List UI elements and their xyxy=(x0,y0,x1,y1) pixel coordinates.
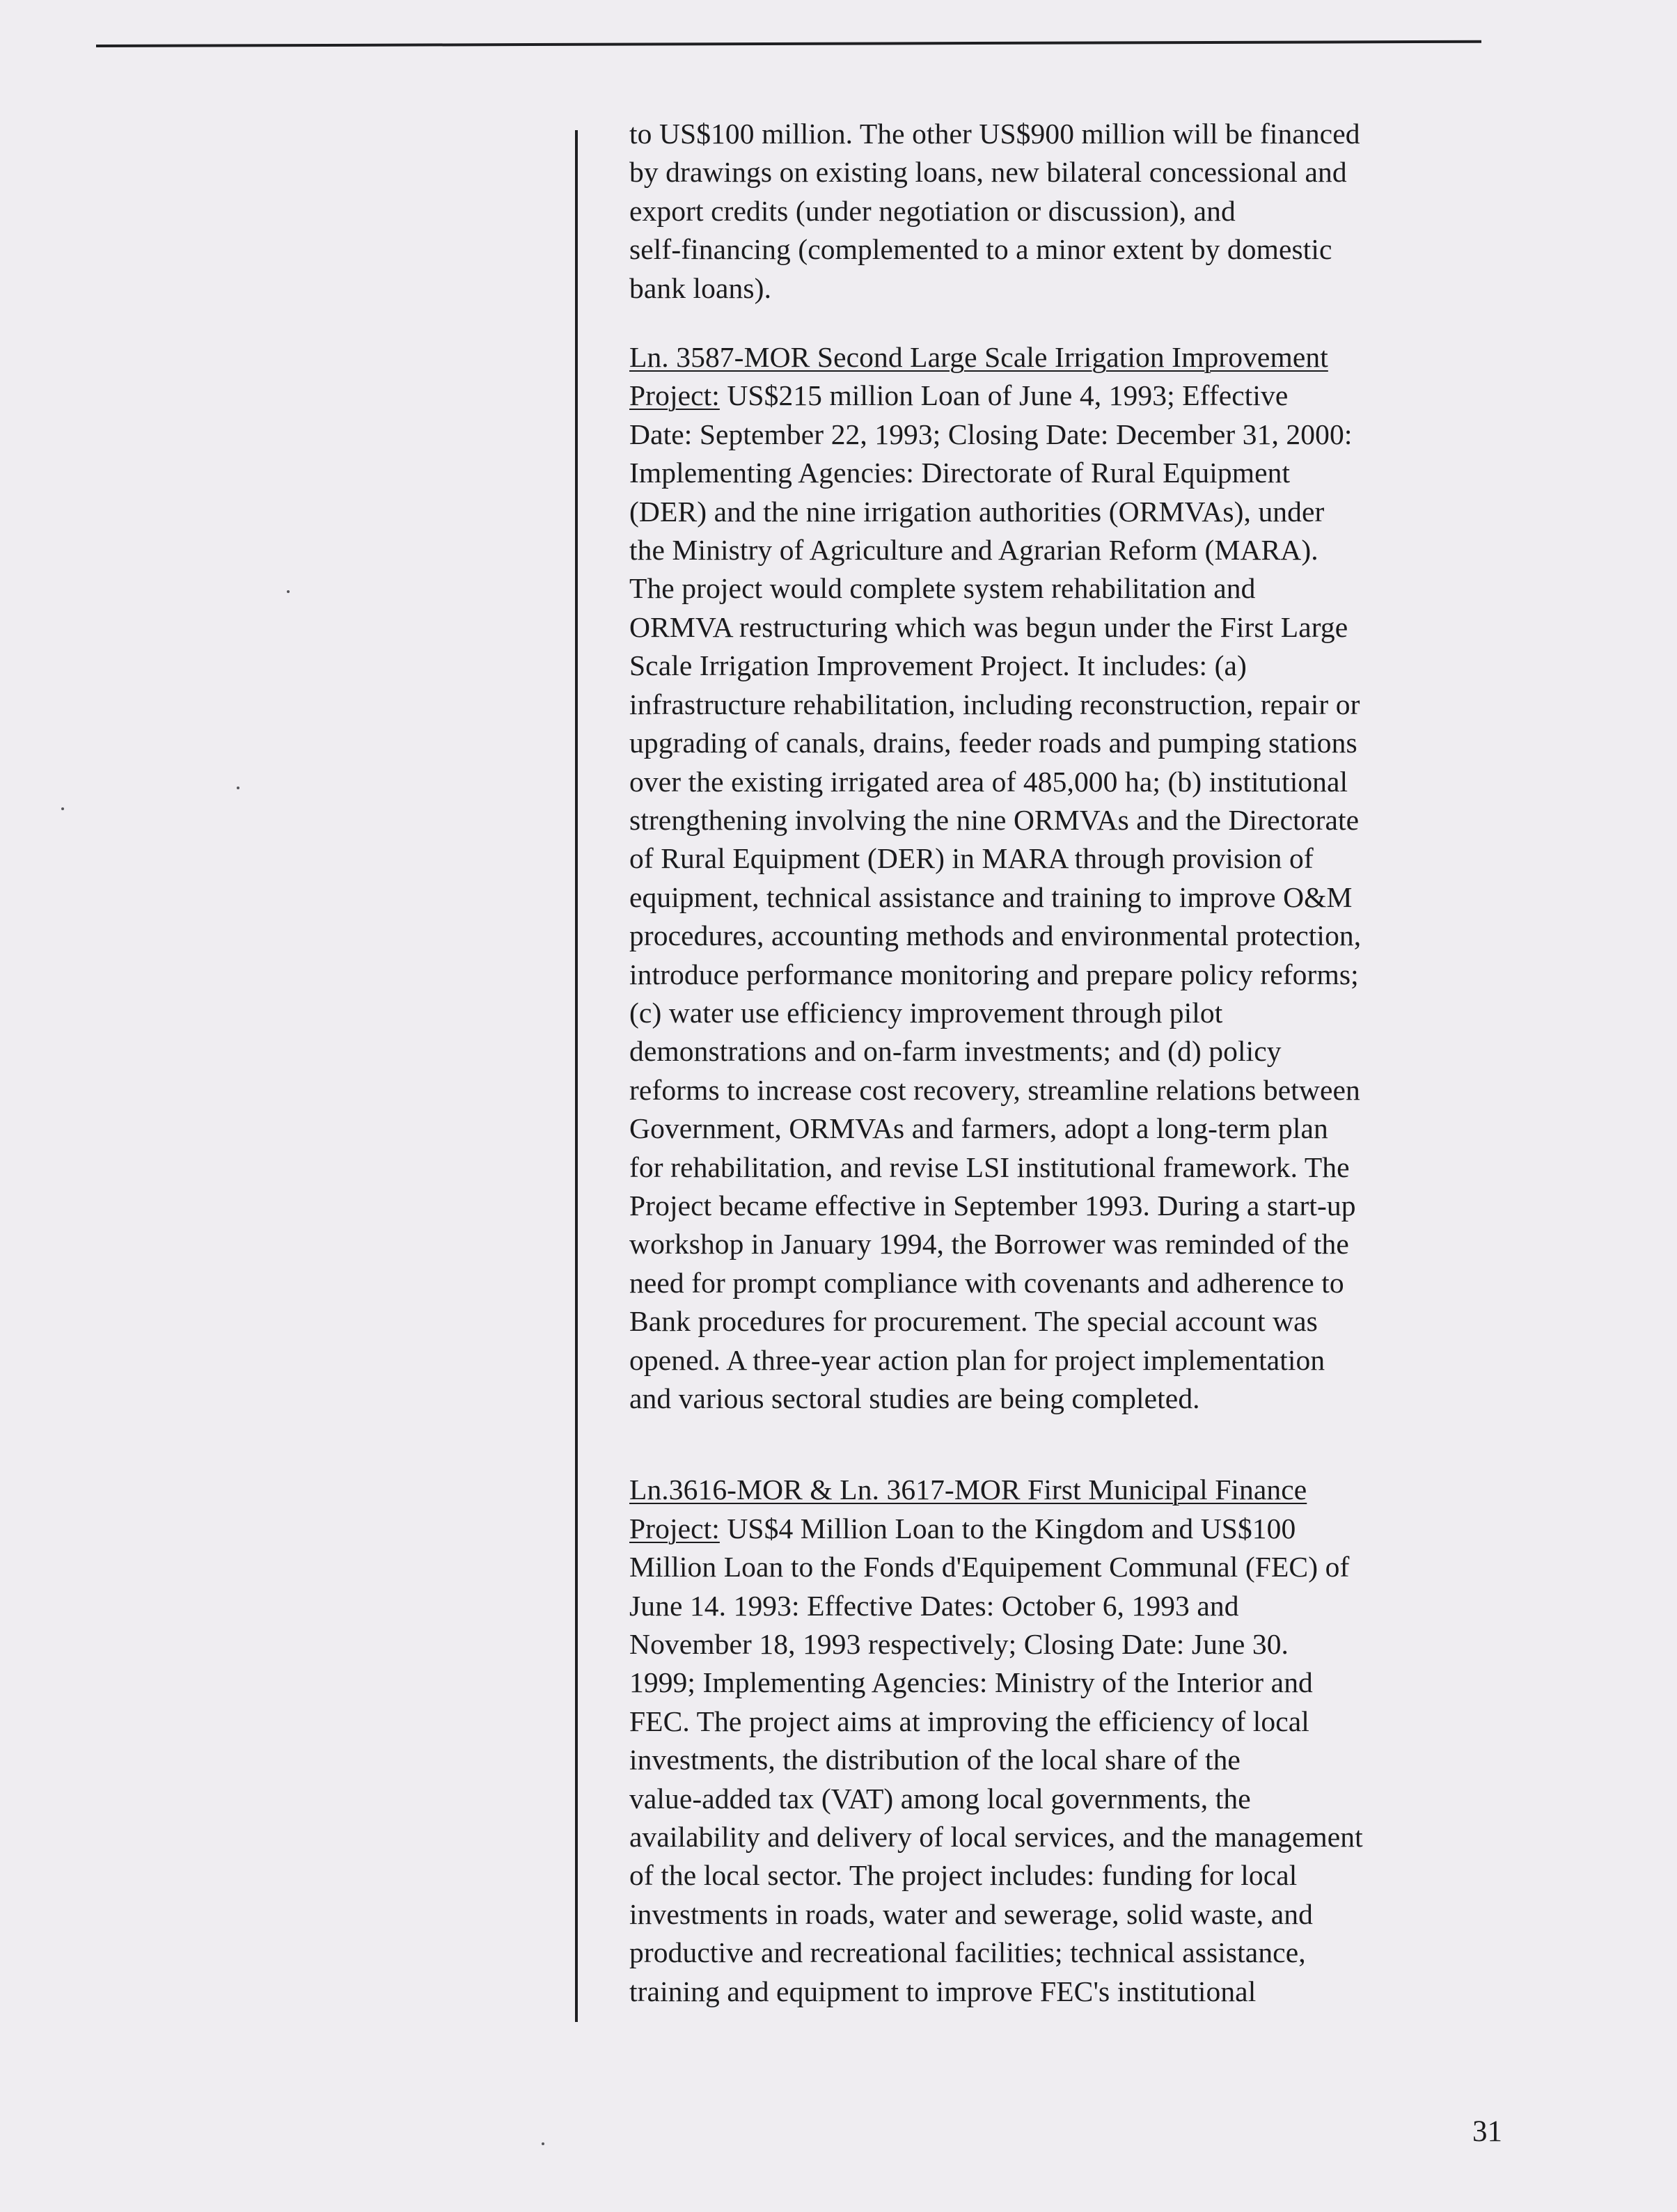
text-line xyxy=(629,1510,1513,1548)
scan-speck xyxy=(237,787,239,789)
text-line: Million Loan to the Fonds d'Equipement Communal (FEC) of xyxy=(629,1551,1350,1583)
text-line: The project would complete system rehabilitation and xyxy=(629,572,1256,605)
text-line: equipment, technical assistance and training to improve O&M xyxy=(629,880,1353,913)
text-line: Implementing Agencies: Directorate of Rural Equipment xyxy=(629,457,1291,489)
project-heading-label: Project: xyxy=(629,1512,720,1545)
text-line: opened. A three-year action plan for project implementation xyxy=(629,1343,1325,1376)
project-heading-label: Project: xyxy=(629,379,720,412)
text-line: (c) water use efficiency improvement through pilot xyxy=(629,996,1223,1029)
text-line: introduce performance monitoring and prepare policy reforms; xyxy=(629,958,1359,990)
text-line: (DER) and the nine irrigation authorities (ORMVAs), under xyxy=(629,495,1325,528)
text-line: the Ministry of Agriculture and Agrarian Reform (MARA). xyxy=(629,534,1318,567)
text-line: productive and recreational facilities; technical assistance, xyxy=(629,1936,1306,1969)
scan-speck xyxy=(287,590,290,593)
margin-rule xyxy=(575,130,578,2022)
text-line: November 18, 1993 respectively; Closing Date: June 30. xyxy=(629,1628,1289,1661)
text-line: Date: September 22, 1993; Closing Date: December 31, 2000: xyxy=(629,418,1353,450)
text-line: 1999; Implementing Agencies: Ministry of the Interior and xyxy=(629,1666,1313,1699)
text-line: investments, the distribution of the local share of the xyxy=(629,1744,1241,1776)
text-line: self-financing (complemented to a minor extent by domestic xyxy=(629,233,1332,266)
text-line: infrastructure rehabilitation, including reconstruction, repair or xyxy=(629,688,1360,720)
text-line: FEC. The project aims at improving the efficiency of local xyxy=(629,1705,1309,1737)
project-heading-detail: US$4 Million Loan to the Kingdom and US$100 xyxy=(719,1512,1296,1545)
header-rule xyxy=(96,40,1481,47)
text-line xyxy=(629,377,1513,415)
text-line: Government, ORMVAs and farmers, adopt a long-term plan xyxy=(629,1112,1328,1145)
paragraph-continuation xyxy=(629,115,1513,308)
scan-speck xyxy=(542,2142,544,2145)
text-line: availability and delivery of local services, and the management xyxy=(629,1821,1363,1854)
text-line: to US$100 million. The other US$900 million will be financed xyxy=(629,118,1360,150)
text-line: and various sectoral studies are being completed. xyxy=(629,1382,1200,1414)
text-line: over the existing irrigated area of 485,000 ha; (b) institutional xyxy=(629,765,1348,798)
text-line: of the local sector. The project includes: funding for local xyxy=(629,1859,1298,1892)
text-line: ORMVA restructuring which was begun under the First Large xyxy=(629,610,1348,643)
text-line: Bank procedures for procurement. The special account was xyxy=(629,1305,1318,1338)
text-line: by drawings on existing loans, new bilateral concessional and xyxy=(629,156,1347,189)
page-number: 31 xyxy=(1472,2115,1502,2148)
text-line: training and equipment to improve FEC's institutional xyxy=(629,1975,1257,2007)
text-line: workshop in January 1994, the Borrower was reminded of the xyxy=(629,1228,1349,1261)
project-entry-municipal-finance xyxy=(629,1471,1513,2011)
text-line: need for prompt compliance with covenants and adherence to xyxy=(629,1266,1344,1299)
paragraph-spacer xyxy=(629,1418,1513,1471)
scan-speck xyxy=(61,807,64,810)
project-heading-detail: US$215 million Loan of June 4, 1993; Effective xyxy=(719,379,1289,412)
text-line: of Rural Equipment (DER) in MARA through provision of xyxy=(629,842,1314,875)
text-line: upgrading of canals, drains, feeder roads and pumping stations xyxy=(629,727,1357,759)
text-line: value-added tax (VAT) among local governments, the xyxy=(629,1782,1251,1815)
text-line: demonstrations and on-farm investments; and (d) policy xyxy=(629,1035,1282,1068)
text-line: bank loans). xyxy=(629,271,772,304)
text-line: for rehabilitation, and revise LSI institutional framework. The xyxy=(629,1151,1350,1183)
text-line: Project became effective in September 1993. During a start-up xyxy=(629,1189,1356,1222)
paragraph-spacer xyxy=(629,308,1513,338)
text-line: export credits (under negotiation or discussion), and xyxy=(629,194,1236,227)
text-line: June 14. 1993: Effective Dates: October 6, 1993 and xyxy=(629,1589,1239,1622)
text-column xyxy=(629,115,1513,2011)
text-line: reforms to increase cost recovery, streamline relations between xyxy=(629,1073,1360,1106)
text-line: Scale Irrigation Improvement Project. It includes: (a) xyxy=(629,649,1247,682)
text-line: procedures, accounting methods and environmental protection, xyxy=(629,919,1362,952)
project-entry-irrigation xyxy=(629,338,1513,1418)
project-heading: Ln. 3587-MOR Second Large Scale Irrigation Improvement xyxy=(629,341,1328,374)
text-line: strengthening involving the nine ORMVAs and the Directorate xyxy=(629,803,1360,836)
text-line: investments in roads, water and sewerage, solid waste, and xyxy=(629,1897,1313,1930)
project-heading: Ln.3616-MOR & Ln. 3617-MOR First Municipal Finance xyxy=(629,1474,1307,1506)
